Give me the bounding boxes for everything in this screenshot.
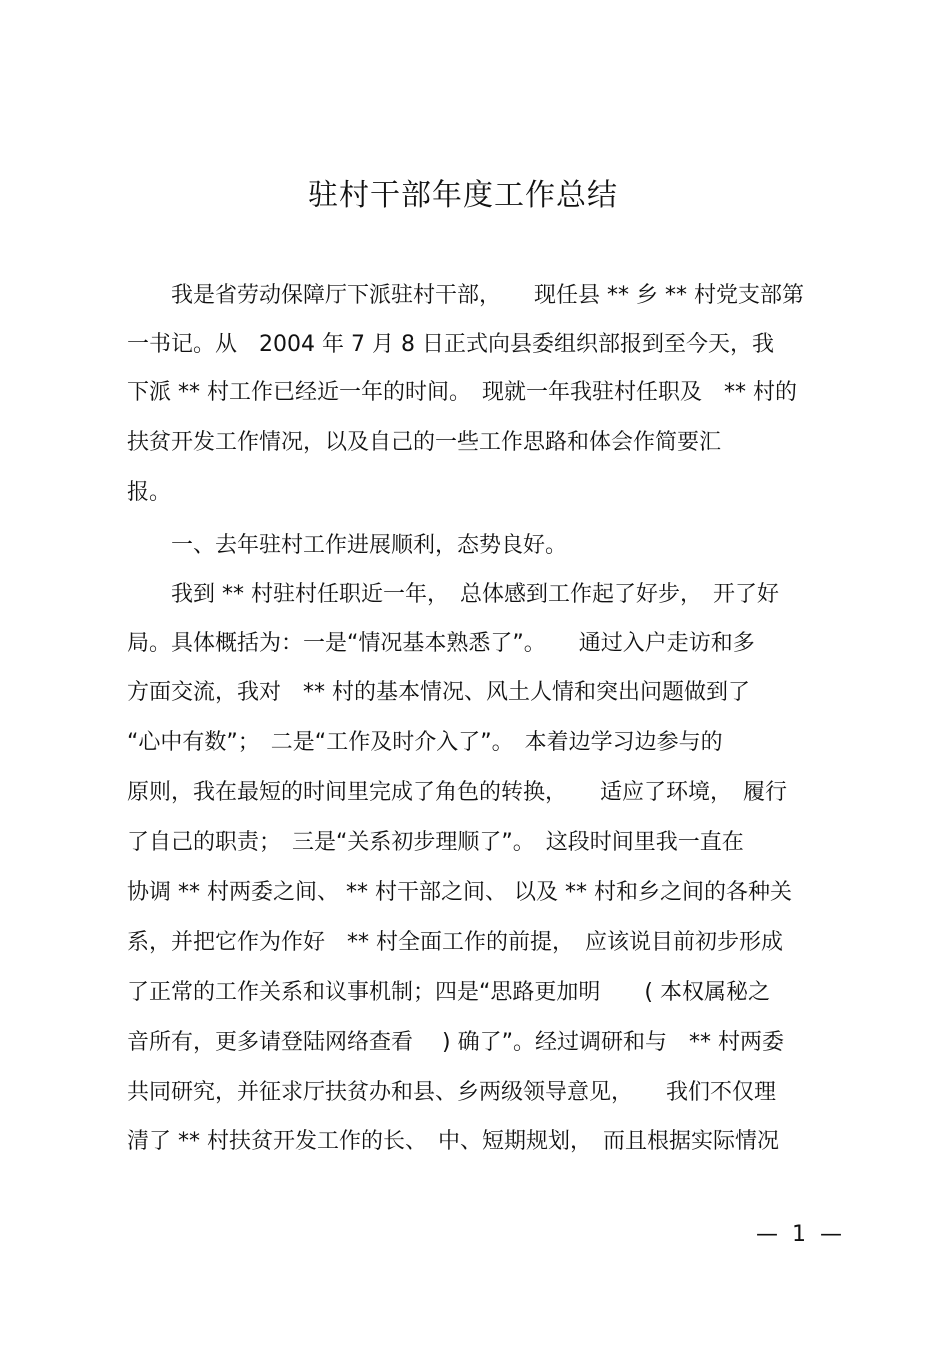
body-line-13: 系，并把它作为作好 ** 村全面工作的前提， 应该说目前初步形成 <box>127 930 783 955</box>
document-title: 驻村干部年度工作总结 <box>308 178 618 213</box>
body-line-6: 我到 ** 村驻村任职近一年， 总体感到工作起了好步， 开了好 <box>127 582 779 607</box>
body-line-5: 报。 <box>127 480 172 505</box>
body-line-7: 局。具体概括为：一是“情况基本熟悉了”。 通过入户走访和多 <box>127 631 755 656</box>
body-line-2: 一书记。从 2004 年 7 月 8 日正式向县委组织部报到至今天，我 <box>127 332 774 357</box>
body-line-17: 清了 ** 村扶贫开发工作的长、 中、短期规划， 而且根据实际情况 <box>127 1129 779 1154</box>
section-heading-1: 一、去年驻村工作进展顺利，态势良好。 <box>127 533 568 558</box>
body-line-3: 下派 ** 村工作已经近一年的时间。 现就一年我驻村任职及 ** 村的 <box>127 380 797 405</box>
body-line-1: 我是省劳动保障厅下派驻村干部， 现任县 ** 乡 ** 村党支部第 <box>127 283 804 308</box>
body-line-14: 了正常的工作关系和议事机制；四是“思路更加明 ( 本权属秘之 <box>127 980 770 1005</box>
body-line-15: 音所有，更多请登陆网络查看 ) 确了”。经过调研和与 ** 村两委 <box>127 1030 784 1055</box>
page-number: — 1 — <box>756 1222 842 1247</box>
body-line-10: 原则，我在最短的时间里完成了角色的转换， 适应了环境， 履行 <box>127 780 788 805</box>
body-line-9: “心中有数”； 二是“工作及时介入了”。 本着边学习边参与的 <box>127 730 723 755</box>
body-line-4: 扶贫开发工作情况，以及自己的一些工作思路和体会作简要汇 <box>127 430 722 455</box>
body-line-11: 了自己的职责； 三是“关系初步理顺了”。 这段时间里我一直在 <box>127 830 744 855</box>
body-line-12: 协调 ** 村两委之间、 ** 村干部之间、 以及 ** 村和乡之间的各种关 <box>127 880 792 905</box>
body-line-16: 共同研究，并征求厅扶贫办和县、乡两级领导意见， 我们不仅理 <box>127 1080 777 1105</box>
body-line-8: 方面交流，我对 ** 村的基本情况、风土人情和突出问题做到了 <box>127 680 750 705</box>
